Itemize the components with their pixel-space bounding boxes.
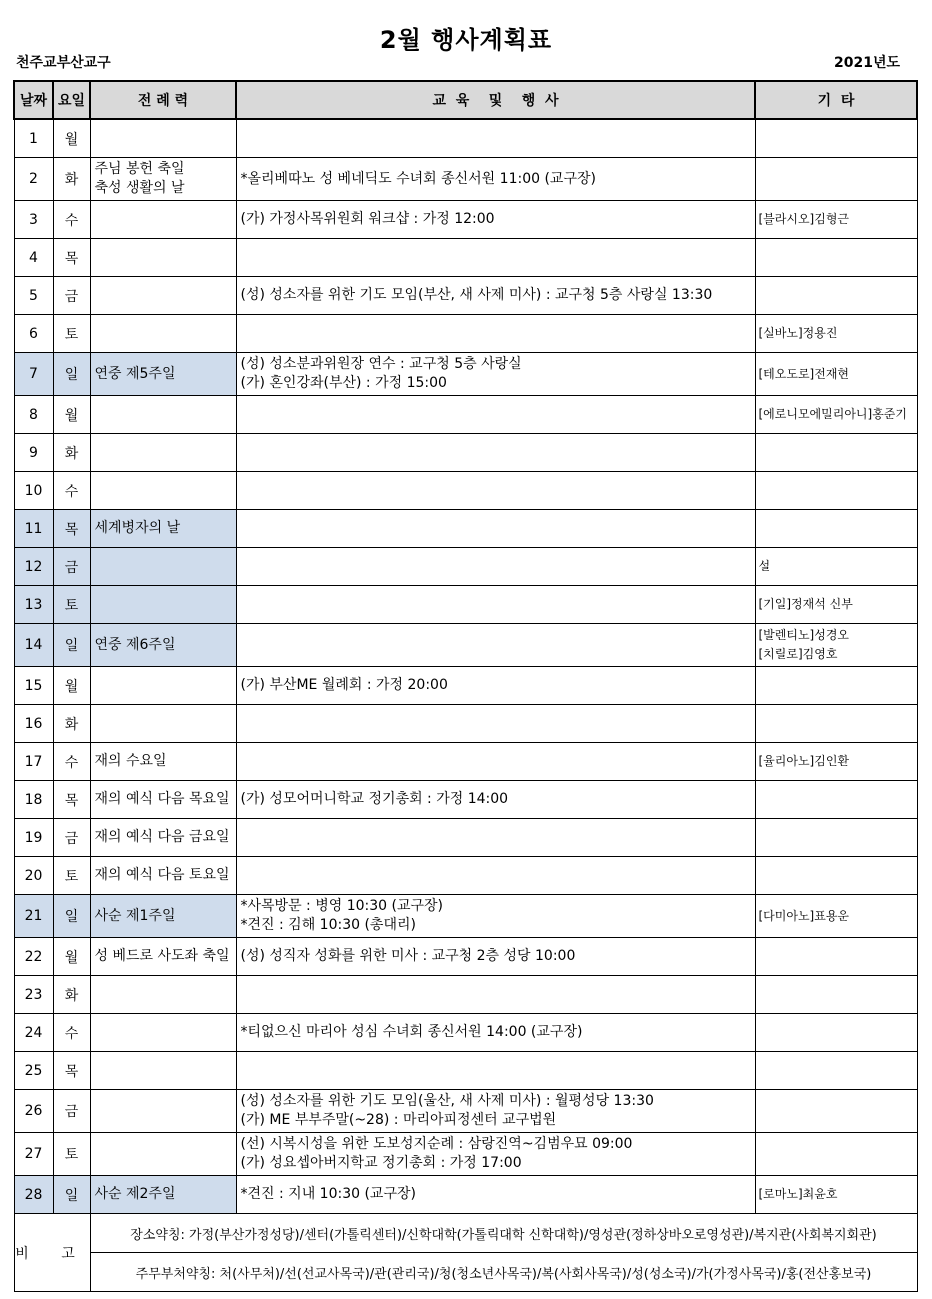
table-row [14,667,917,705]
events-cell [236,705,755,743]
liturgy-cell [90,315,236,353]
table-row [14,434,917,472]
events-cell [236,895,755,938]
liturgy-cell [90,548,236,586]
table-row [14,239,917,277]
events-cell [236,1133,755,1176]
notes-row-departments [14,1253,917,1292]
weekday-cell: 일 [53,1176,90,1214]
weekday-cell: 목 [53,239,90,277]
table-row [14,938,917,976]
events-cell [236,353,755,396]
weekday-cell: 수 [53,201,90,239]
events-cell-line: (가) 부산ME 월례회 : 가정 20:00 [240,677,448,693]
events-cell [236,1090,755,1133]
table-row [14,624,917,667]
etc-cell [755,1014,917,1052]
liturgy-cell [90,1014,236,1052]
table-row [14,857,917,895]
date-cell: 11 [14,510,53,548]
events-cell [236,158,755,201]
liturgy-cell-line: 사순 제1주일 [94,907,176,924]
etc-cell [755,201,917,239]
weekday-cell: 화 [53,434,90,472]
date-cell: 15 [14,667,53,705]
liturgy-cell [90,1052,236,1090]
etc-cell-line: [실바노]정용진 [758,326,838,340]
liturgy-cell-line: 재의 예식 다음 금요일 [94,829,230,845]
liturgy-cell [90,743,236,781]
weekday-cell: 금 [53,548,90,586]
weekday-cell: 월 [53,667,90,705]
date-cell: 2 [14,158,53,201]
page-title: 2월 행사계획표 [379,26,553,54]
etc-cell [755,857,917,895]
table-row [14,1176,917,1214]
liturgy-cell-line: 재의 예식 다음 목요일 [94,791,230,807]
notes-row-places [14,1214,917,1253]
date-cell: 14 [14,624,53,667]
events-cell [236,548,755,586]
weekday-cell: 목 [53,510,90,548]
etc-cell [755,781,917,819]
events-cell-line: (선) 시복시성을 위한 도보성지순례 : 삼랑진역~김범우묘 09:00 [240,1136,633,1152]
events-cell-line: (가) 가정사목위원회 워크샵 : 가정 12:00 [240,211,495,227]
events-cell-line: (가) 성요셉아버지학교 정기총회 : 가정 17:00 [240,1155,522,1171]
etc-cell-line: 설 [758,559,771,573]
events-cell-line: (성) 성소자를 위한 기도 모임(울산, 새 사제 미사) : 월평성당 13:30 [240,1093,654,1109]
events-cell-line: *올리베따노 성 베네딕도 수녀회 종신서원 11:00 (교구장) [240,170,596,187]
events-cell [236,472,755,510]
etc-cell-line: [다미아노]표용운 [758,908,850,923]
date-cell: 6 [14,315,53,353]
events-cell [236,976,755,1014]
etc-cell [755,667,917,705]
date-cell: 13 [14,586,53,624]
etc-cell [755,315,917,353]
etc-cell [755,353,917,396]
table-row [14,1014,917,1052]
liturgy-cell-line: 사순 제2주일 [94,1186,176,1202]
liturgy-cell [90,239,236,277]
liturgy-cell [90,1133,236,1176]
organization-name: 천주교부산교구 [16,55,111,71]
events-cell [236,1014,755,1052]
table-header-row [14,81,917,119]
weekday-cell: 화 [53,158,90,201]
events-cell [236,1176,755,1214]
etc-cell [755,1052,917,1090]
liturgy-cell [90,781,236,819]
date-cell: 1 [14,119,53,158]
events-cell [236,1052,755,1090]
liturgy-cell [90,895,236,938]
events-cell-line: *티없으신 마리아 성심 수녀회 종신서원 14:00 (교구장) [240,1024,583,1040]
date-cell: 7 [14,353,53,396]
weekday-cell: 목 [53,781,90,819]
liturgy-cell [90,158,236,201]
col-header-weekday: 요일 [53,81,90,119]
date-cell: 27 [14,1133,53,1176]
date-cell: 18 [14,781,53,819]
weekday-cell: 월 [53,396,90,434]
events-cell [236,434,755,472]
notes-label: 비 고 [14,1214,90,1292]
etc-cell-line: [에로니모에밀리아니]홍준기 [758,407,907,421]
table-row [14,1090,917,1133]
table-row [14,819,917,857]
table-row [14,315,917,353]
events-cell [236,781,755,819]
date-cell: 23 [14,976,53,1014]
etc-cell-line: [율리아노]김인환 [758,754,850,768]
weekday-cell: 목 [53,1052,90,1090]
liturgy-cell [90,857,236,895]
table-row [14,548,917,586]
etc-cell [755,119,917,158]
events-cell-line: *사목방문 : 병영 10:30 (교구장) [240,898,444,914]
weekday-cell: 토 [53,857,90,895]
liturgy-cell-line: 성 베드로 사도좌 축일 [94,948,230,964]
etc-cell [755,819,917,857]
events-cell [236,938,755,976]
etc-cell [755,510,917,548]
liturgy-cell [90,396,236,434]
date-cell: 12 [14,548,53,586]
table-row [14,1052,917,1090]
weekday-cell: 토 [53,315,90,353]
table-row [14,586,917,624]
events-cell [236,743,755,781]
table-row [14,705,917,743]
etc-cell [755,1176,917,1214]
etc-cell [755,976,917,1014]
date-cell: 17 [14,743,53,781]
date-cell: 3 [14,201,53,239]
events-cell-line: *견진 : 김해 10:30 (총대리) [240,917,416,933]
liturgy-cell [90,1090,236,1133]
col-header-events: 교 육 및 행 사 [236,81,755,119]
events-cell [236,586,755,624]
date-cell: 28 [14,1176,53,1214]
col-header-liturgy: 전 례 력 [90,81,236,119]
col-header-etc: 기 타 [755,81,917,119]
liturgy-cell [90,624,236,667]
weekday-cell: 화 [53,705,90,743]
weekday-cell: 월 [53,119,90,158]
events-cell [236,819,755,857]
etc-cell-line: [치릴로]김영호 [758,647,838,661]
events-cell-line: (가) ME 부부주말(~28) : 마리아피정센터 교구법원 [240,1112,557,1128]
etc-cell [755,895,917,938]
etc-cell [755,1090,917,1133]
weekday-cell: 수 [53,1014,90,1052]
etc-cell [755,1133,917,1176]
etc-cell-line: [블라시오]김형근 [758,212,850,226]
liturgy-cell [90,201,236,239]
weekday-cell: 토 [53,1133,90,1176]
col-header-date: 날짜 [14,81,53,119]
liturgy-cell [90,667,236,705]
liturgy-cell [90,705,236,743]
etc-cell-line: [기일]정재석 신부 [758,597,853,611]
date-cell: 8 [14,396,53,434]
events-cell-line: (성) 성소자를 위한 기도 모임(부산, 새 사제 미사) : 교구청 5층 사랑실 13:30 [240,287,713,303]
liturgy-cell [90,353,236,396]
events-cell-line: (가) 혼인강좌(부산) : 가정 15:00 [240,375,447,391]
etc-cell [755,624,917,667]
etc-cell [755,743,917,781]
weekday-cell: 일 [53,895,90,938]
liturgy-cell-line: 연중 제5주일 [94,365,176,382]
table-row [14,976,917,1014]
weekday-cell: 수 [53,472,90,510]
liturgy-cell [90,119,236,158]
etc-cell [755,938,917,976]
table-row [14,277,917,315]
events-cell [236,315,755,353]
liturgy-cell-line: 주님 봉헌 축일 [94,161,185,177]
etc-cell [755,472,917,510]
etc-cell-line: [테오도로]전재현 [758,366,850,381]
liturgy-cell [90,1176,236,1214]
table-row [14,158,917,201]
liturgy-cell-line: 세계병자의 날 [94,520,181,536]
events-cell-line: *견진 : 지내 10:30 (교구장) [240,1186,416,1202]
table-row [14,510,917,548]
table-row [14,1133,917,1176]
date-cell: 19 [14,819,53,857]
liturgy-cell [90,277,236,315]
notes-department-abbreviations: 주무부처약칭: 처(사무처)/선(선교사목국)/관(관리국)/청(청소년사목국)/복(사회사목국)/성(성소국)/가(가정사목국)/홍(전산홍보국) [90,1253,917,1292]
events-cell [236,667,755,705]
etc-cell [755,239,917,277]
weekday-cell: 토 [53,586,90,624]
table-row [14,396,917,434]
date-cell: 26 [14,1090,53,1133]
liturgy-cell-line: 재의 예식 다음 토요일 [94,867,230,883]
date-cell: 24 [14,1014,53,1052]
weekday-cell: 수 [53,743,90,781]
date-cell: 20 [14,857,53,895]
date-cell: 4 [14,239,53,277]
date-cell: 16 [14,705,53,743]
events-cell-line: (성) 성소분과위원장 연수 : 교구청 5층 사랑실 [240,356,522,372]
table-row [14,119,917,158]
etc-cell [755,277,917,315]
etc-cell [755,548,917,586]
date-cell: 22 [14,938,53,976]
table-row [14,472,917,510]
events-cell [236,510,755,548]
weekday-cell: 일 [53,624,90,667]
events-cell [236,277,755,315]
events-cell [236,396,755,434]
liturgy-cell [90,938,236,976]
events-cell [236,857,755,895]
liturgy-cell [90,434,236,472]
events-cell [236,201,755,239]
date-cell: 9 [14,434,53,472]
weekday-cell: 금 [53,819,90,857]
events-cell-line: (성) 성직자 성화를 위한 미사 : 교구청 2층 성당 10:00 [240,948,576,964]
weekday-cell: 금 [53,277,90,315]
events-cell [236,119,755,158]
table-row [14,201,917,239]
date-cell: 25 [14,1052,53,1090]
events-cell-line: (가) 성모어머니학교 정기총회 : 가정 14:00 [240,791,509,807]
table-row [14,743,917,781]
date-cell: 5 [14,277,53,315]
etc-cell [755,705,917,743]
events-cell [236,624,755,667]
etc-cell-line: [로마노]최윤호 [758,1187,838,1201]
etc-cell [755,586,917,624]
etc-cell-line: [발렌티노]성경오 [758,628,850,642]
notes-place-abbreviations: 장소약칭: 가정(부산가정성당)/센터(가톨릭센터)/신학대학(가톨릭대학 신학대학)/영성관(정하상바오로영성관)/복지관(사회복지회관) [90,1214,917,1253]
liturgy-cell [90,510,236,548]
date-cell: 10 [14,472,53,510]
liturgy-cell [90,976,236,1014]
events-cell [236,239,755,277]
table-row [14,353,917,396]
weekday-cell: 월 [53,938,90,976]
schedule-table [13,80,918,1292]
liturgy-cell [90,819,236,857]
table-row [14,781,917,819]
liturgy-cell-line: 축성 생활의 날 [94,180,185,196]
weekday-cell: 화 [53,976,90,1014]
document-year: 2021년도 [833,55,900,71]
etc-cell [755,396,917,434]
liturgy-cell [90,472,236,510]
liturgy-cell-line: 연중 제6주일 [94,636,176,653]
etc-cell [755,158,917,201]
table-row [14,895,917,938]
date-cell: 21 [14,895,53,938]
weekday-cell: 일 [53,353,90,396]
liturgy-cell-line: 재의 수요일 [94,753,167,769]
weekday-cell: 금 [53,1090,90,1133]
liturgy-cell [90,586,236,624]
etc-cell [755,434,917,472]
